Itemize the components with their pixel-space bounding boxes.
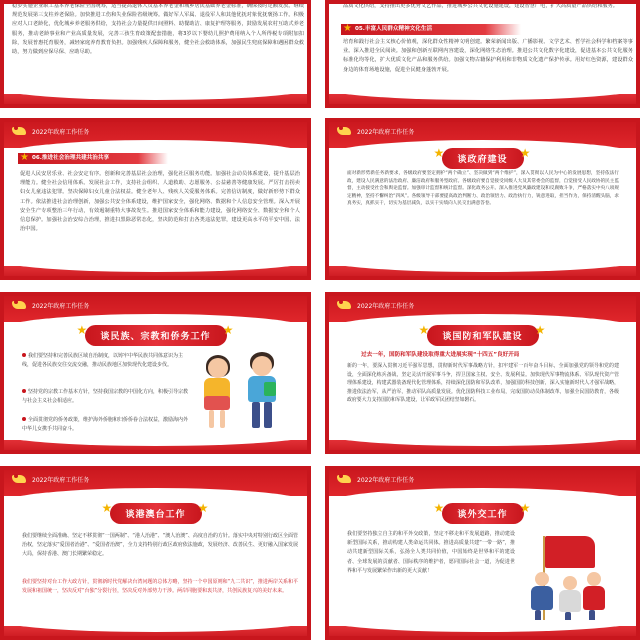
party-flag-icon [337,474,353,484]
star-icon: ★ [197,501,210,515]
slide-diplomacy[interactable] [325,466,640,640]
flag-people-illustration [523,532,623,628]
star-icon: ★ [534,323,547,337]
list-item: 我们要坚持和完善民族区域自治制度，以铸牢中华民族共同体意识为主线，促进各民族交往交流交融，推动民族地区加快现代化建设步伐。 [22,353,184,368]
slide6-red-text: 我们要坚持对台工作大政方针，贯彻新时代党解决台湾问题的总体方略，坚持一个中国原则和“九二共识”，推进两岸关系和平发展和祖国统一，坚决反对“台独”分裂行径，坚决反对外部势力干涉。两岸同胞要和衷共济，共创民族复兴的美好未来。 [22,579,298,595]
children-illustration [200,352,290,432]
star-icon: ★ [101,501,114,515]
slide6-bottom-bar [0,626,311,640]
slide-government-building[interactable] [325,118,640,280]
star-icon: ★ [76,323,89,337]
star-icon: ★ [433,146,446,160]
slide5-header: 2022年政府工作任务 [337,300,414,310]
slide-social-security[interactable] [0,0,311,108]
star-icon: ★ [222,323,235,337]
slide2-bottom-bar [0,266,311,280]
slide5-title: ★ 谈国防和军队建设 ★ [426,325,538,346]
star-icon: ★ [20,152,29,163]
slide1-right-top-text: 品质文化供给，支持推出更多优秀文艺作品，推进城乡公共文化设施建设，建设智慧广电，扩大高质量产品供给和服务。 [343,3,618,9]
slide1-left-text: 稳步实施企业职工基本养老保险全国统筹，适当提高退休人员基本养老金和城乡居民基础养老金标准，确保按时足额发放。继续规范发展第三支柱养老保险。加快推进工伤和失业保险省级统筹。做好军人军属、退役军人和其他优抚对象优抚褒扬工作。积极应对人口老龄化，优化城乡养老服务供给，支持社会力量提供日间照料、助餐助洁、康复护理等服务，鼓励发展农村互助式养老服务，推动老龄事业和产业高质量发展，完善三孩生育政策配套措施，将3岁以下婴幼儿照护费用纳入个人所得税专项附加扣除，发展普惠托育服务，减轻家庭养育教育负担。加强残疾人保障和服务，健全社会救助体系，加强民生兜底保障和遇困群众救助，努力做到应保尽保、应助尽助。 [12,3,304,56]
party-flag-icon [12,474,28,484]
slide-national-defense[interactable] [325,292,640,454]
slide5-subtitle: 过去一年，国防和军队建设取得重大进展实现“十四五”良好开局 [361,352,520,358]
slide5-bottom-bar [325,440,640,454]
slide-culture[interactable] [325,0,640,108]
party-flag-icon [337,300,353,310]
slide3-header: 2022年政府工作任务 [337,126,414,136]
slide4-bottom-bar [0,440,311,454]
slide7-title: ★ 谈外交工作 ★ [441,503,523,524]
slide4-header: 2022年政府工作任务 [12,300,89,310]
slide7-header: 2022年政府工作任务 [337,474,414,484]
slide7-text: 我们要坚持独立自主的和平外交政策，坚定不移走和平发展道路，推动建设新型国际关系，推动构建人类命运共同体。推进高质量共建“一带一路”，推动共建新型国际关系，弘扬全人类共同价值，中国始终是世界和平的建设者、全球发展的贡献者、国际秩序的维护者，愿同国际社会一道，为促进世界和平与发展繁荣作出新的更大贡献！ [347,531,515,574]
slide7-bottom-bar [325,626,640,640]
slide3-text: 面对新形势新任务新要求，各级政府要坚定拥护“两个确立”、坚决做到“两个维护”，深入贯彻以人民为中心的发展思想，坚持依法行政，建设人民满意的法治政府、廉洁政府和服务型政府。各级政府要自觉接受同级人大及其常委会的监督，自觉接受人民政协的民主监督，主动接受社会和舆论监督。加强审计监督和统计监督。深化政务公开。深入推进党风廉政建设和反腐败斗争，严格落实中央八项规定精神，坚持不懈纠治“四风”。各级领导干部要提高政治判断力、政治领悟力、政治执行力，锐意进取，担当作为，保持清醒头脑，求真务实，真抓实干，切实为基层减负，以实干实绩向人民交出满意答卷。 [347,171,619,207]
slide3-bottom-bar [325,266,640,280]
star-icon: ★ [343,23,352,34]
slide1r-bottom-bar [325,94,640,108]
slide6-text: 我们要继续全面准确、坚定不移贯彻“一国两制”、“港人治港”、“澳人治澳”、高度自治的方针。落实中央对特别行政区全面管治权，坚定落实“爱国者治港”、“爱国者治澳”，全力支持特别行政区政府依法施政，发展经济、改善民生、更好融入国家发展大局，保持香港、澳门长期繁荣稳定。 [22,533,298,558]
list-item: 全面贯彻党的侨务政策，维护海外侨胞和归侨侨眷合法权益，激励海内外中华儿女携手共同奋斗。 [22,417,189,432]
slide1-right-text: 培育和践行社会主义核心价值观，深化群众性精神文明创建。繁荣新闻出版、广播影视、文学艺术、哲学社会科学和档案等事业。深入推进全民阅读。加强和创新互联网内容建设，深化网络生态治理。推进公共文化数字化建设，促进基本公共文化服务标准化均等化，扩大优质文化产品和服务供给。加强文物古籍保护利用和非物质文化遗产保护传承。用好红色资源，建设群众身边的体育场地设施，促进全民健身蓬勃开展。 [343,39,633,73]
slide5-text: 新的一年，要深入贯彻习近平强军思想，贯彻新时代军事战略方针，扣牢建军一百年奋斗目标，全面加强党的领导和党的建设，全面深化练兵备战，坚定灵活开展军事斗争，捍卫国家主权、安全、发展利益。加快现代军事物流体系、军队现代资产管理体系建设，构建武器装备现代化管理体系，持续深化国防和军队改革，加强国防科技创新，深入实施新时代人才强军战略，推进依法治军，从严治军，推动军队高质量发展。优化国防科技工业布局，完成国防动员体制改革，加强全民国防教育，各级政府要大力支持国防和军队建设，让军政军民团结坚如磐石。 [347,363,619,404]
slide4-title: ★ 谈民族、宗教和侨务工作 ★ [84,325,226,346]
party-flag-icon [12,300,28,310]
party-flag-icon [337,126,353,136]
slide1-bottom-bar [0,94,311,108]
star-icon: ★ [519,146,532,160]
slide3-title: ★ 谈政府建设 ★ [441,148,523,169]
slide2-text: 促进人民安居乐业、社会安定有序。创新和完善基层社会治理，强化社区服务功能。加强社会动员体系建设，提升基层治理能力。健全社会信用体系。发展社会工作，支持社会组织、人道救助、志愿服务、公益慈善等健康发展。严厉打击拐卖妇女儿童违法犯罪。坚决保障妇女儿童合法权益。健全老年人、残疾人关爱服务体系。完善信访制度，做好新形势下群众工作。依法推进社会治理创新，加强公共安全体系建设，维护国家安全，强化网络、数据和个人信息安全管理。深入开展安全生产专项整治三年行动，有效遏制重特大事故发生。推进国家安全体系和能力建设，强化网络安全、数据安全和个人信息保护。加强社会治安综合治理，推进扫黑除恶常态化，坚决防范和打击各类违法犯罪，建设更高水平的平安中国、法治中国。 [20,171,300,233]
culture-section-band: ★ 05.丰富人民群众精神文化生活 [341,24,521,35]
list-item: 坚持党的宗教工作基本方针，坚持我国宗教的中国化方向，积极引导宗教与社会主义社会相适应。 [22,389,189,404]
star-icon: ★ [433,501,446,515]
slide-social-governance[interactable] [0,118,311,280]
party-flag-icon [12,126,28,136]
star-icon: ★ [418,323,431,337]
slide-ethnic-religious[interactable] [0,292,311,454]
slide-hk-macao-taiwan[interactable] [0,466,311,640]
slide6-header: 2022年政府工作任务 [12,474,89,484]
star-icon: ★ [519,501,532,515]
slide2-header: 2022年政府工作任务 [12,126,89,136]
slide6-title: ★ 谈港澳台工作 ★ [109,503,201,524]
governance-section-band: ★ 06.推进社会治理共建共治共享 [18,153,168,164]
